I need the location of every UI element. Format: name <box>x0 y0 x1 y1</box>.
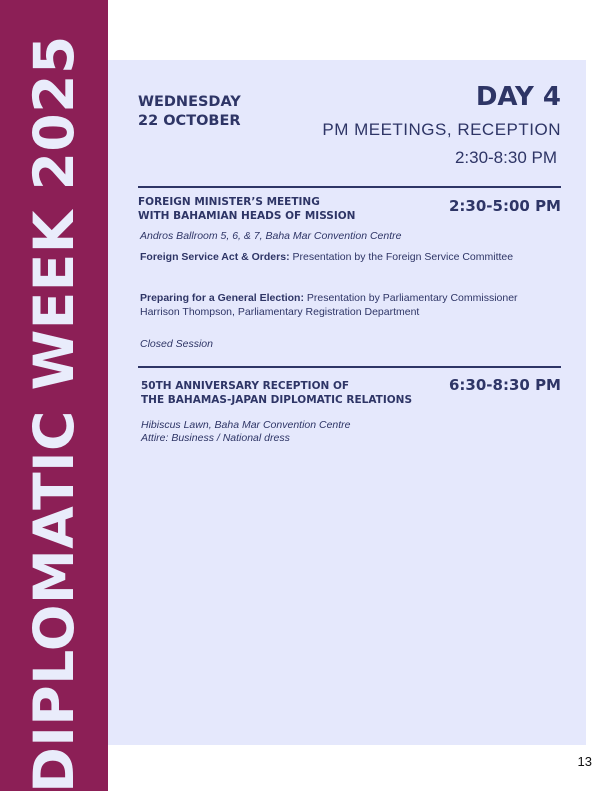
agenda-item <box>140 251 530 265</box>
day-title: DAY 4 <box>475 82 561 112</box>
agenda-item-label: Preparing for a General Election: <box>140 292 304 304</box>
day-time-range: 2:30-8:30 PM <box>454 148 557 167</box>
divider <box>138 186 561 188</box>
agenda-item-text: Presentation by Parliamentary Commissioner Harrison Thompson, Parliamentary Registration Department <box>140 292 518 318</box>
event-time: 2:30-5:00 PM <box>449 197 561 215</box>
event-title <box>138 196 355 223</box>
event-title-line: THE BAHAMAS-JAPAN DIPLOMATIC RELATIONS <box>141 393 413 406</box>
page-number: 13 <box>577 754 592 769</box>
date-label: 22 OCTOBER <box>138 113 241 129</box>
agenda-item-text: Presentation by the Foreign Service Committee <box>289 251 514 263</box>
event-title <box>141 380 412 407</box>
sidebar-title: DIPLOMATIC WEEK 2025 <box>22 35 86 793</box>
weekday: WEDNESDAY <box>138 94 241 110</box>
date-block <box>138 93 241 131</box>
day-subtitle: PM MEETINGS, RECEPTION <box>322 120 561 139</box>
event-title-line: FOREIGN MINISTER’S MEETING <box>138 196 320 208</box>
sidebar <box>0 0 108 791</box>
event-note: Closed Session <box>140 338 213 350</box>
event-title-line: WITH BAHAMIAN HEADS OF MISSION <box>138 209 356 222</box>
event-attire: Attire: Business / National dress <box>141 432 290 444</box>
event-location: Hibiscus Lawn, Baha Mar Convention Centre <box>141 419 351 431</box>
agenda-item <box>140 292 530 319</box>
event-location: Andros Ballroom 5, 6, & 7, Baha Mar Convention Centre <box>140 230 402 242</box>
event-time: 6:30-8:30 PM <box>449 376 561 394</box>
divider <box>138 366 561 368</box>
agenda-item-label: Foreign Service Act & Orders: <box>140 251 290 263</box>
event-title-line: 50TH ANNIVERSARY RECEPTION OF <box>141 380 350 392</box>
